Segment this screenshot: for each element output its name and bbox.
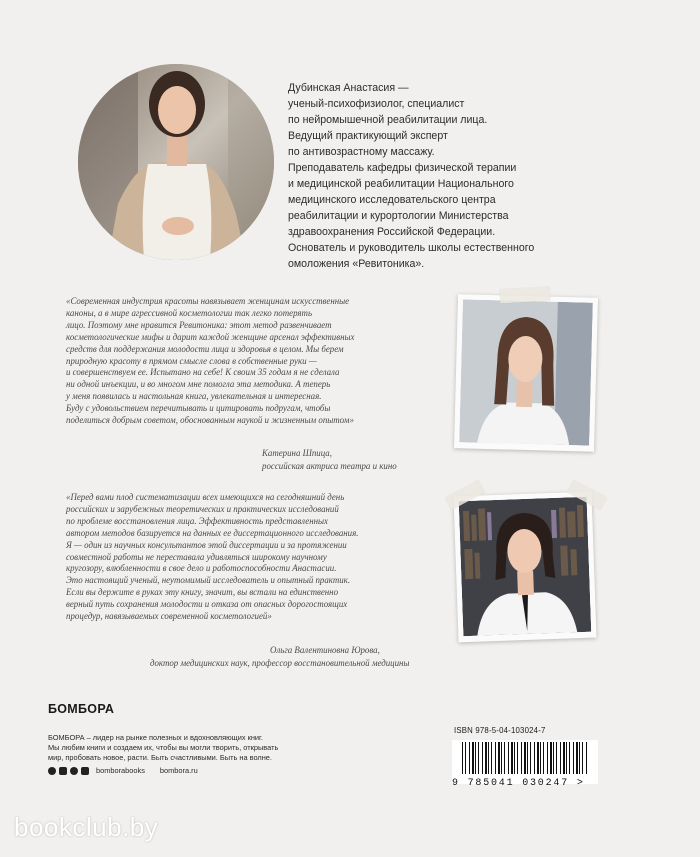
social-icon bbox=[48, 767, 56, 775]
social-links bbox=[48, 766, 198, 776]
bio-line: по антивозрастному массажу. bbox=[288, 146, 435, 158]
barcode-bar bbox=[553, 742, 554, 774]
barcode-bar bbox=[530, 742, 531, 774]
attribution-name: Катерина Шпица, bbox=[262, 448, 332, 458]
barcode-bar bbox=[527, 742, 528, 774]
bio-line: по нейромышечной реабилитации лица. bbox=[288, 114, 488, 126]
quote-line: совместной работы не переставала удивляться широкому научному bbox=[66, 551, 327, 562]
quote-line: Буду с удовольствием перечитывать и цитировать подругам, чтобы bbox=[66, 403, 331, 414]
publisher-description-line: БОМБОРА – лидер на рынке полезных и вдохновляющих книг. bbox=[48, 733, 263, 742]
barcode-bar bbox=[576, 742, 578, 774]
barcode-bar bbox=[501, 742, 502, 774]
author-portrait bbox=[78, 64, 274, 260]
quote-line: ни одной инъекции, и во многом мне помогла эта методика. А теперь bbox=[66, 379, 331, 390]
quote-attribution-yurova bbox=[150, 644, 409, 670]
attribution-role: российская актриса театра и кино bbox=[262, 461, 397, 471]
photo-yurova bbox=[459, 497, 592, 636]
quote-line: «Перед вами плод систематизации всех имеющихся на сегодняшний день bbox=[66, 492, 345, 502]
bio-line: ученый-психофизиолог, специалист bbox=[288, 98, 465, 110]
quote-line: Если вы держите в руках эту книгу, значит, вы встали на единственно bbox=[66, 587, 339, 598]
quote-line: автором методов базируется на данных ее диссертационного исследования. bbox=[66, 527, 359, 538]
publisher-description bbox=[48, 733, 278, 763]
barcode-bar bbox=[582, 742, 583, 774]
quote-line: природную красоту в прямом смысле слова в собственные руки — bbox=[66, 355, 317, 366]
barcode-bar bbox=[475, 742, 476, 774]
quote-yurova bbox=[66, 492, 446, 623]
attribution-name: Ольга Валентиновна Юрова, bbox=[270, 645, 380, 655]
isbn-label: ISBN 978-5-04-103024-7 bbox=[454, 726, 546, 735]
barcode-bar bbox=[508, 742, 509, 774]
barcode-bar bbox=[563, 742, 565, 774]
barcode-bar bbox=[556, 742, 557, 774]
quote-line: российских и зарубежных теоретических и практических исследований bbox=[66, 503, 339, 514]
barcode-bar bbox=[478, 742, 479, 774]
social-icon bbox=[70, 767, 78, 775]
barcode-bar bbox=[491, 742, 492, 774]
quote-line: верный путь сохранения молодости и отказа от опасных дорогостоящих bbox=[66, 599, 348, 610]
barcode-bar bbox=[524, 742, 526, 774]
quote-line: Это настоящий ученый, неутомимый исследователь и опытный практик. bbox=[66, 575, 351, 586]
social-icon bbox=[59, 767, 67, 775]
quote-line: лицо. Поэтому мне нравится Ревитоника: этот метод развенчивает bbox=[66, 319, 332, 330]
barcode-bar bbox=[560, 742, 561, 774]
barcode-bar bbox=[540, 742, 541, 774]
bio-line: Преподаватель кафедры физической терапии bbox=[288, 162, 517, 174]
bio-line: Дубинская Анастасия — bbox=[288, 82, 409, 94]
photo-shpitsa bbox=[459, 299, 593, 445]
publisher-website: bombora.ru bbox=[159, 766, 198, 775]
barcode-bar bbox=[521, 742, 522, 774]
barcode-digits: 9 785041 030247 > bbox=[452, 778, 585, 789]
quote-line: каноны, а в мире агрессивной косметологии так легко потерять bbox=[66, 307, 312, 318]
barcode-bar bbox=[534, 742, 535, 774]
bio-line: омоложения «Ревитоника». bbox=[288, 258, 425, 270]
photo-shpitsa-image bbox=[459, 299, 593, 445]
social-handle: bomborabooks bbox=[96, 766, 145, 775]
barcode-bar bbox=[566, 742, 567, 774]
bio-line: здравоохранения Российской Федерации. bbox=[288, 226, 496, 238]
publisher-description-line: Мы любим книги и создаем их, чтобы вы могли творить, открывать bbox=[48, 743, 279, 752]
publisher-description-line: мир, пробовать новое, расти. Быть счастливыми. Быть на волне. bbox=[48, 753, 272, 762]
photo-yurova-image bbox=[459, 497, 592, 636]
quote-line: кругозору, влюбленности в свое дело и работоспособности Анастасии. bbox=[66, 563, 337, 574]
barcode-bar bbox=[517, 742, 518, 774]
barcode-bar bbox=[469, 742, 470, 774]
quote-line: средств для поддержания молодости лица и здоровья в целом. Мы берем bbox=[66, 343, 344, 354]
photo-polaroid-yurova bbox=[453, 492, 596, 643]
quote-line: у меня появилась и настольная книга, увлекательная и интересная. bbox=[66, 391, 322, 402]
barcode-bar bbox=[482, 742, 483, 774]
barcode-bar bbox=[547, 742, 548, 774]
barcode-bar bbox=[573, 742, 574, 774]
barcode-bar bbox=[485, 742, 487, 774]
bio-line: Ведущий практикующий эксперт bbox=[288, 130, 448, 142]
attribution-role: доктор медицинских наук, профессор восстановительной медицины bbox=[150, 658, 410, 668]
photo-polaroid-shpitsa bbox=[454, 294, 598, 452]
barcode-bar bbox=[514, 742, 515, 774]
social-icon bbox=[81, 767, 89, 775]
barcode-bar bbox=[569, 742, 570, 774]
quote-line: Я — один из научных консультантов этой диссертации и за протяжении bbox=[66, 539, 347, 550]
bio-line: медицинского исследовательского центра bbox=[288, 194, 496, 206]
barcode-bar bbox=[537, 742, 539, 774]
bio-line: Основатель и руководитель школы естественного bbox=[288, 242, 535, 254]
bio-line: реабилитации и курортологии Министерства bbox=[288, 210, 509, 222]
publisher-logo: БОМБОРА bbox=[48, 702, 115, 716]
barcode-bar bbox=[550, 742, 552, 774]
quote-line: и совершенствуем ее. Испытано на себе! К своим 35 годам я не сделала bbox=[66, 367, 340, 378]
barcode-bars bbox=[452, 740, 598, 774]
barcode-bar bbox=[586, 742, 587, 774]
author-photo bbox=[78, 64, 274, 260]
barcode-bar bbox=[495, 742, 496, 774]
barcode-bar bbox=[472, 742, 474, 774]
barcode-bar bbox=[579, 742, 580, 774]
quote-shpitsa bbox=[66, 296, 446, 427]
quote-line: «Современная индустрия красоты навязывает женщинам искусственные bbox=[66, 296, 350, 306]
quote-line: процедур, навязываемых современной косметологией» bbox=[66, 611, 272, 622]
watermark: bookclub.by bbox=[14, 812, 159, 842]
barcode-bar bbox=[462, 742, 463, 774]
tape-strip bbox=[500, 287, 551, 304]
barcode-bar bbox=[465, 742, 466, 774]
quote-attribution-shpitsa bbox=[262, 447, 397, 473]
barcode-bar bbox=[511, 742, 513, 774]
quote-line: по проблеме восстановления лица. Эффективность представленных bbox=[66, 515, 328, 526]
barcode-bar bbox=[488, 742, 489, 774]
bio-line: и медицинской реабилитации Национального bbox=[288, 178, 514, 190]
barcode-bar bbox=[543, 742, 544, 774]
quote-line: косметологические мифы и дарит каждой женщине арсенал эффективных bbox=[66, 331, 355, 342]
quote-line: поделиться добрым советом, обоснованным наукой и жизненным опытом» bbox=[66, 415, 354, 426]
author-bio bbox=[288, 80, 648, 272]
barcode-bar bbox=[504, 742, 505, 774]
barcode-bar bbox=[498, 742, 500, 774]
